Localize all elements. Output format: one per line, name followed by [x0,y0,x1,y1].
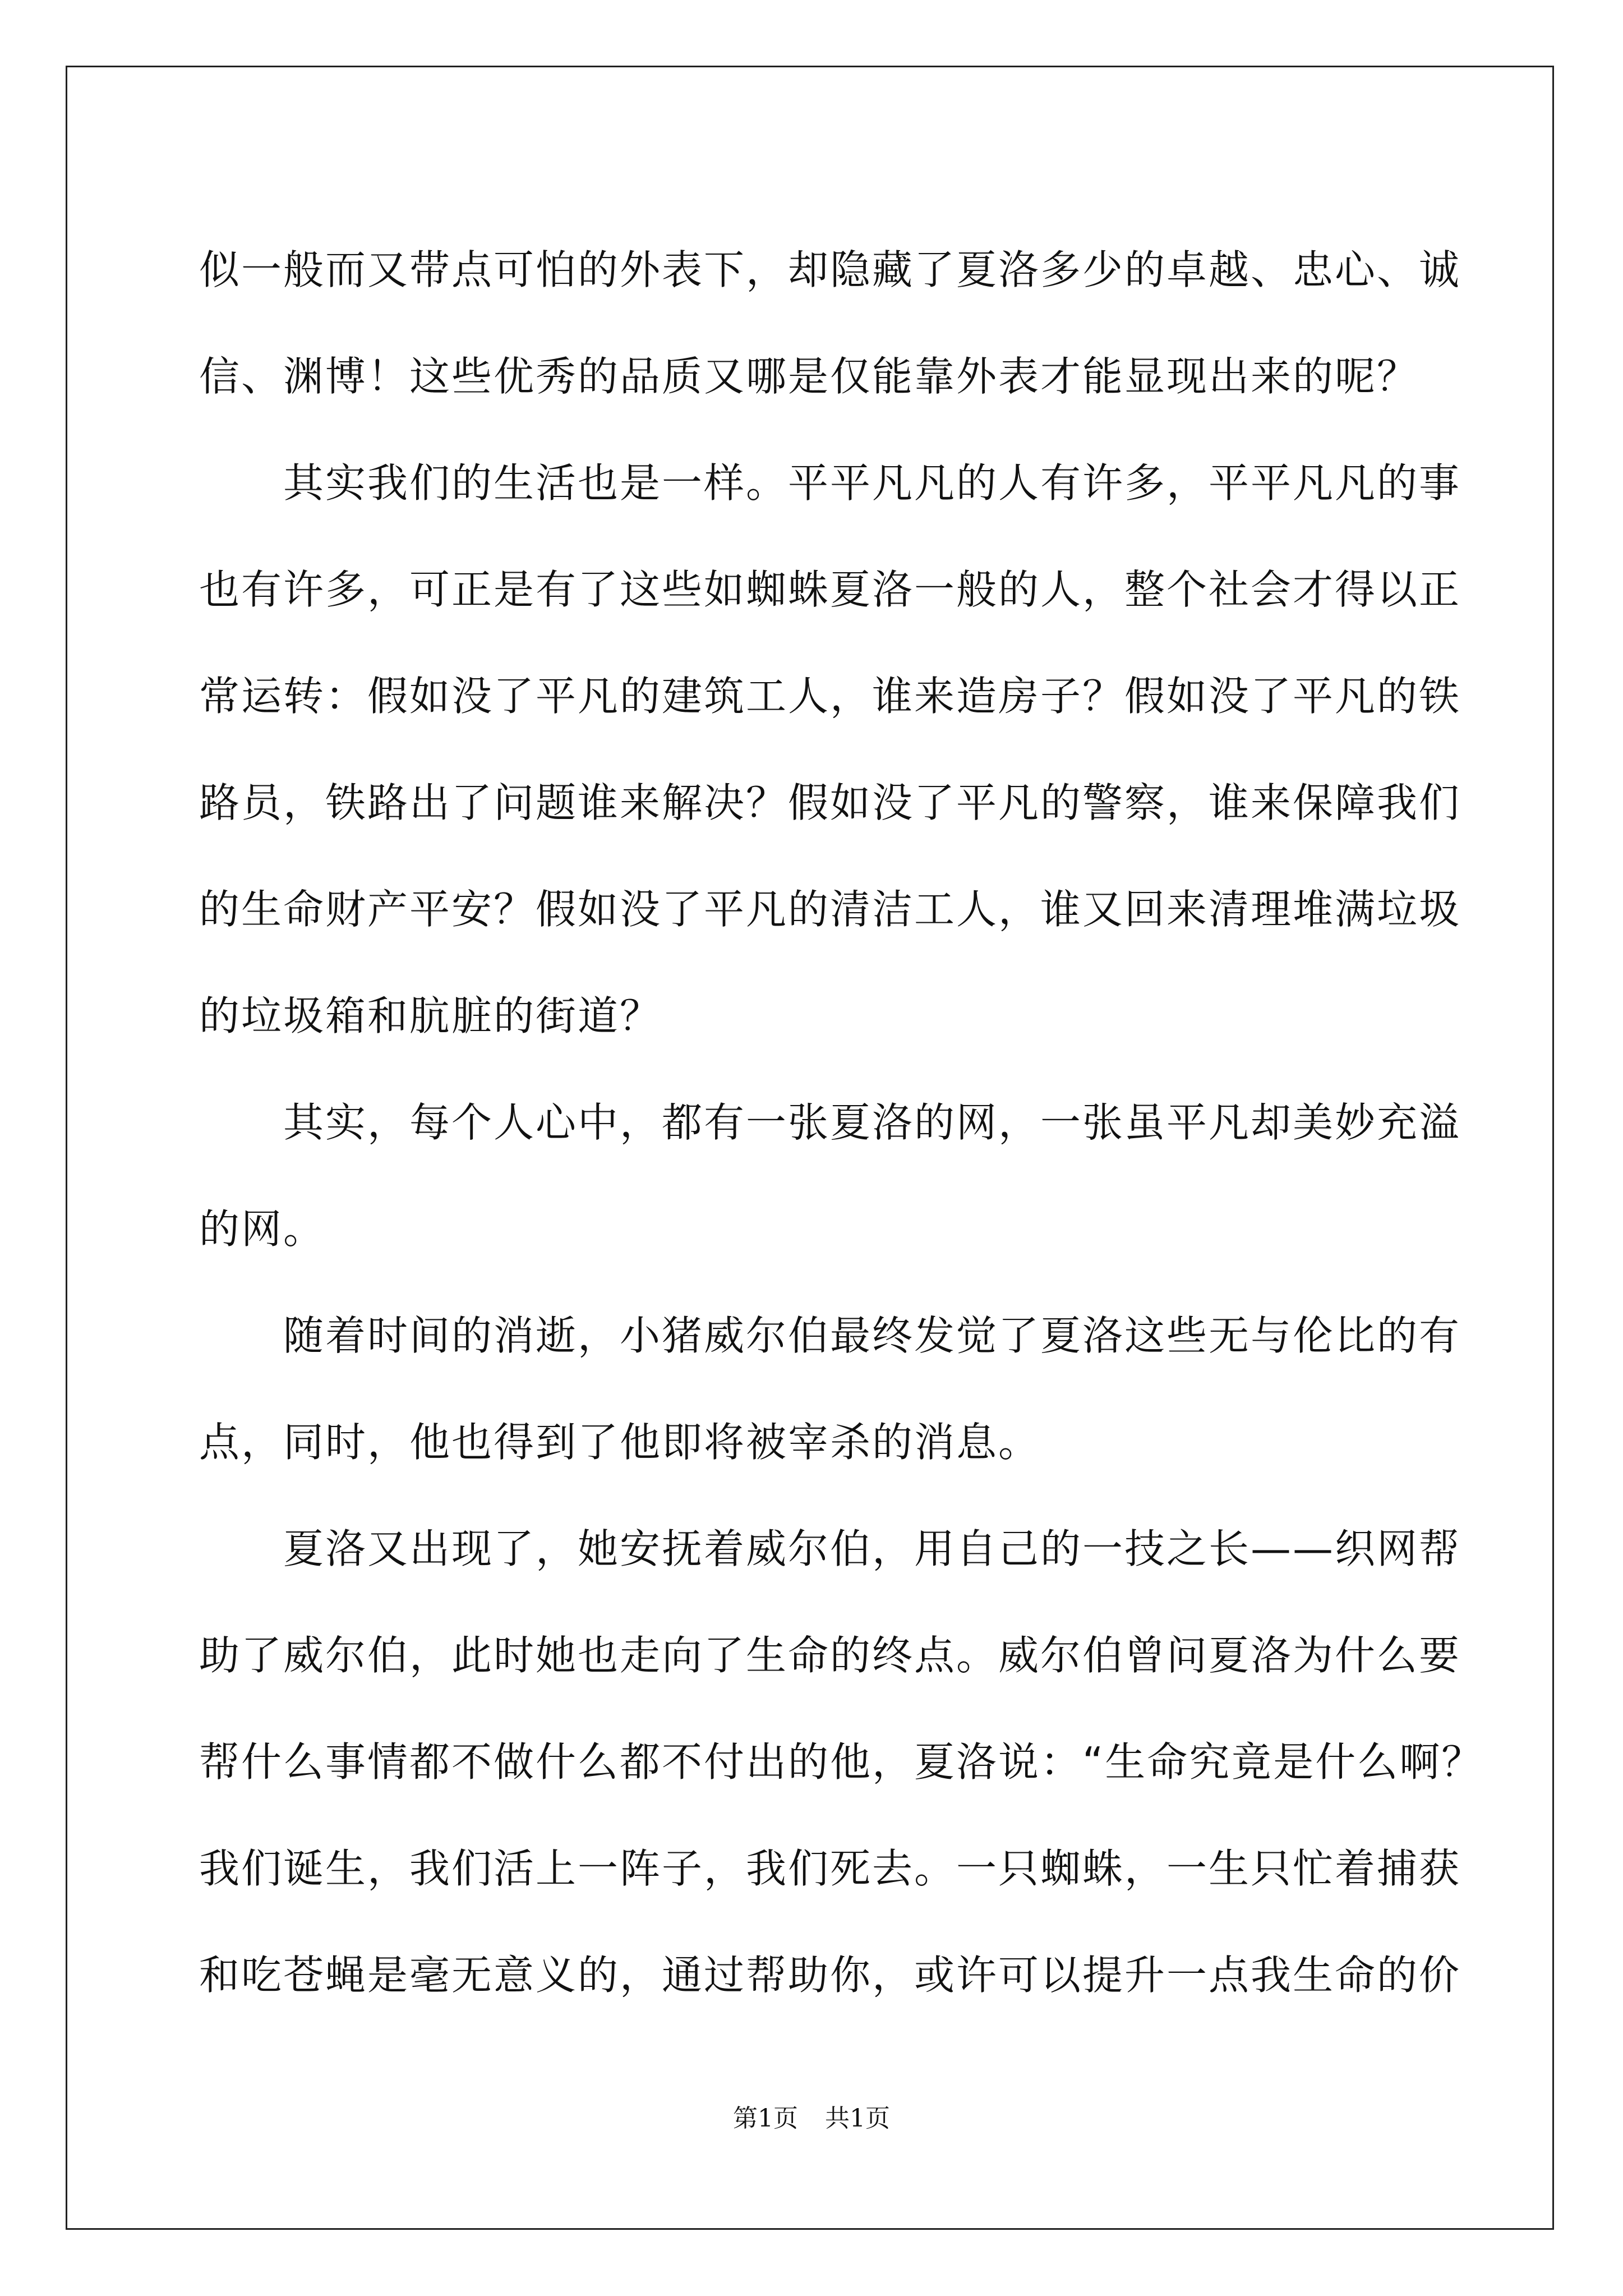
text-line: 信、渊博！这些优秀的品质又哪是仅能靠外表才能显现出来的呢？ [199,353,1419,400]
text-line: 似一般而又带点可怕的外表下，却隐藏了夏洛多少的卓越、忠心、诚 [199,246,1461,293]
text-line: 的网。 [199,1205,326,1253]
page-number-current: 第1页 [733,2104,798,2133]
text-line: 的生命财产平安？假如没了平凡的清洁工人，谁又回来清理堆满垃圾 [199,886,1461,933]
page-number-total: 共1页 [825,2104,890,2133]
text-line: 点，同时，他也得到了他即将被宰杀的消息。 [199,1419,1041,1466]
text-line: 也有许多，可正是有了这些如蜘蛛夏洛一般的人，整个社会才得以正 [199,566,1461,613]
page-footer [0,2098,1623,2134]
paragraph-start-line: 其实，每个人心中，都有一张夏洛的网，一张虽平凡却美妙充溢 [283,1099,1461,1146]
document-body [199,213,1484,2025]
paragraph-start-line: 其实我们的生活也是一样。平平凡凡的人有许多，平平凡凡的事 [283,459,1461,507]
text-line: 我们诞生，我们活上一阵子，我们死去。一只蜘蛛，一生只忙着捕获 [199,1845,1461,1892]
text-line: 的垃圾箱和肮脏的街道？ [199,992,662,1039]
text-line: 帮什么事情都不做什么都不付出的他，夏洛说：“生命究竟是什么啊？ [199,1738,1484,1786]
text-line: 路员，铁路出了问题谁来解决？假如没了平凡的警察，谁来保障我们 [199,779,1461,826]
paragraph-start-line: 随着时间的消逝，小猪威尔伯最终发觉了夏洛这些无与伦比的有 [283,1312,1461,1359]
text-line: 助了威尔伯，此时她也走向了生命的终点。威尔伯曾问夏洛为什么要 [199,1632,1461,1679]
text-line: 常运转：假如没了平凡的建筑工人，谁来造房子？假如没了平凡的铁 [199,673,1461,720]
text-line: 和吃苍蝇是毫无意义的，通过帮助你，或许可以提升一点我生命的价 [199,1952,1461,1999]
paragraph-start-line: 夏洛又出现了，她安抚着威尔伯，用自己的一技之长——织网帮 [283,1525,1461,1572]
